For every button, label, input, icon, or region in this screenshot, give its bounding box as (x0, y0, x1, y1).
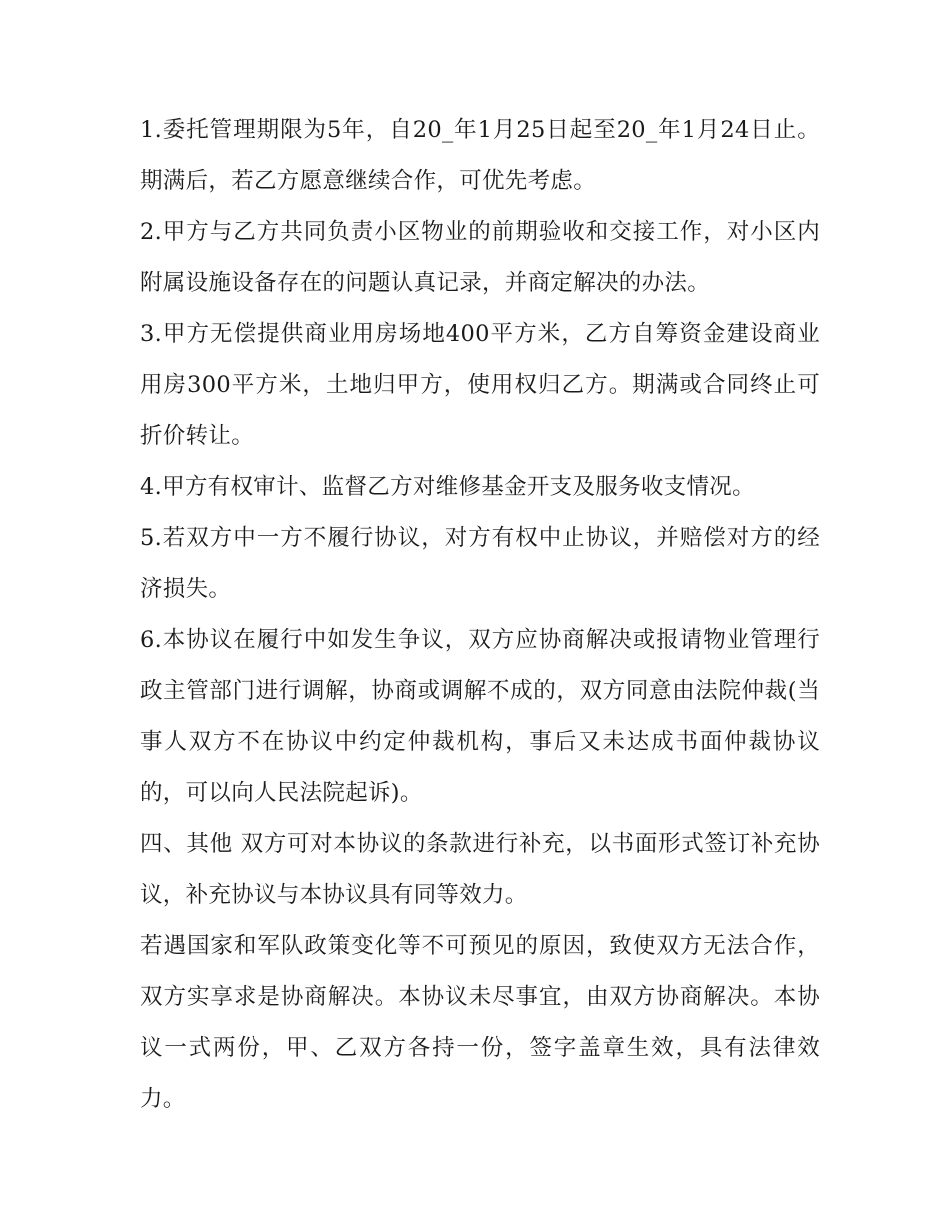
clause-6-disputes: 6.本协议在履行中如发生争议，双方应协商解决或报请物业管理行政主管部门进行调解，协商或调解不成的，双方同意由法院仲裁(当事人双方不在协议中约定仲裁机构，事后又未达成书面仲裁协议的，可以向人民法院起诉)。 (140, 627, 820, 806)
section-4-other: 四、其他 双方可对本协议的条款进行补充，以书面形式签订补充协议，补充协议与本协议具有同等效力。 (140, 831, 820, 908)
clause-5-breach: 5.若双方中一方不履行协议，对方有权中止协议，并赔偿对方的经济损失。 (140, 525, 820, 602)
clause-3-commercial-premises: 3.甲方无偿提供商业用房场地400平方米，乙方自筹资金建设商业用房300平方米，土地归甲方，使用权归乙方。期满或合同终止可折价转让。 (140, 321, 820, 449)
clause-1-term: 1.委托管理期限为5年，自20_年1月25日起至20_年1月24日止。期满后，若乙方愿意继续合作，可优先考虑。 (140, 117, 820, 194)
final-provisions: 若遇国家和军队政策变化等不可预见的原因，致使双方无法合作，双方实享求是协商解决。本协议未尽事宜，由双方协商解决。本协议一式两份，甲、乙双方各持一份，签字盖章生效，具有法律效力。 (140, 933, 820, 1112)
document-body (140, 105, 820, 1125)
clause-2-acceptance: 2.甲方与乙方共同负责小区物业的前期验收和交接工作，对小区内附属设施设备存在的问题认真记录，并商定解决的办法。 (140, 219, 820, 296)
clause-4-audit: 4.甲方有权审计、监督乙方对维修基金开支及服务收支情况。 (140, 474, 755, 500)
